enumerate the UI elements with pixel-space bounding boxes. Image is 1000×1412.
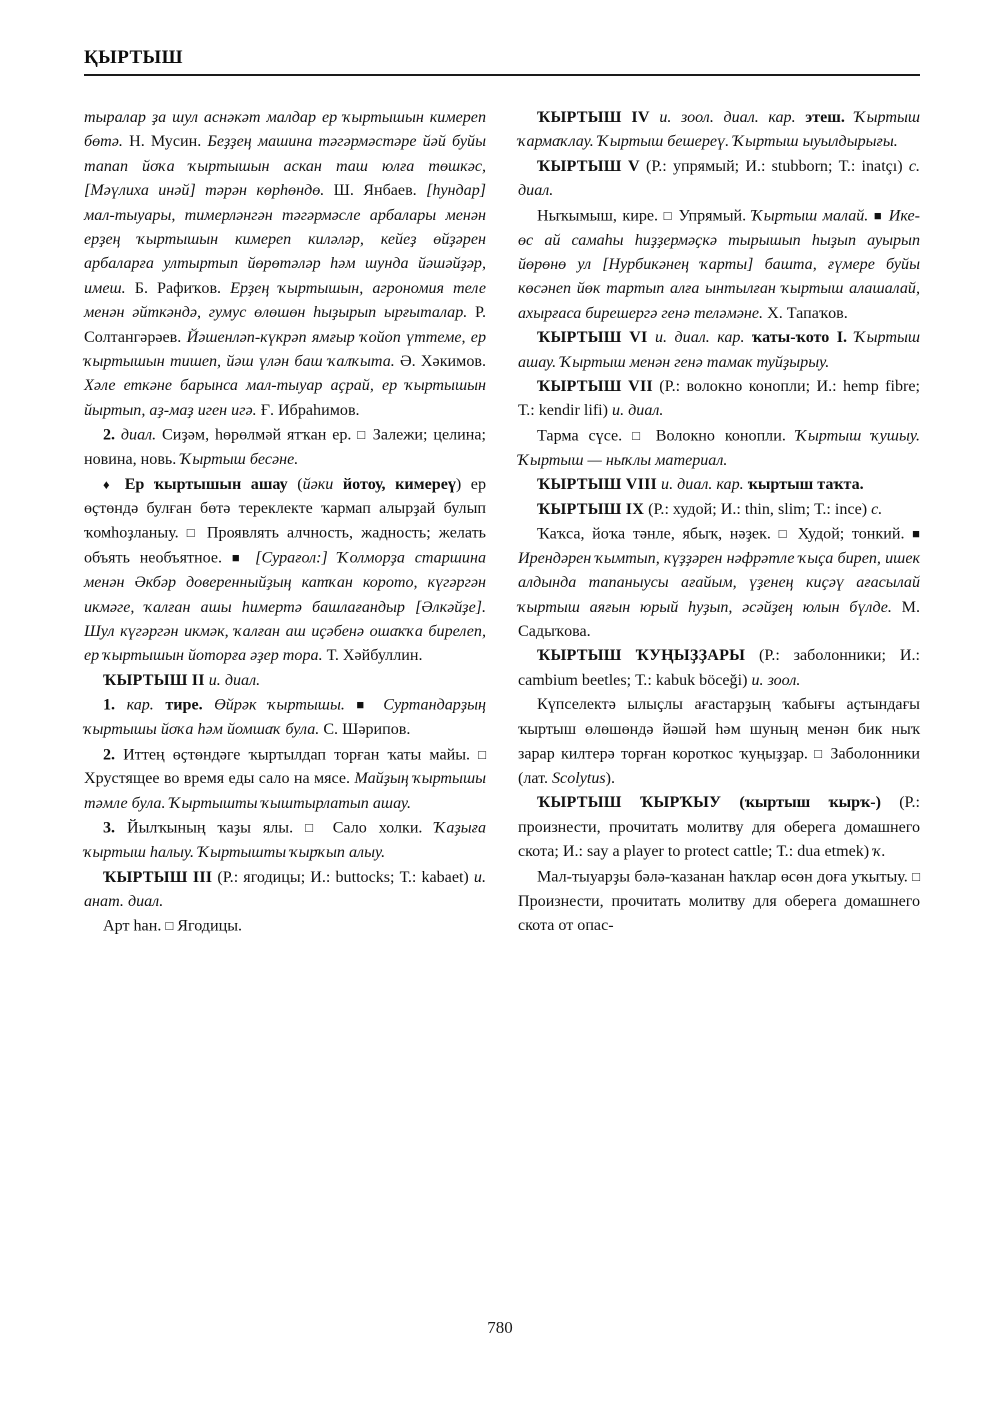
entry-text: Йәшенләп-күкрәп ямғыр ҡойоп үттеме, ер ҡыртышын тишеп, йәш үлән баш ҡалҡыта. <box>84 328 486 371</box>
entry-paragraph <box>518 375 920 424</box>
entry-text: и. диал. кар. <box>657 476 744 494</box>
entry-text: Произнести, прочитать молитву для оберега домашнего скота от опас- <box>518 892 920 934</box>
entry-paragraph <box>84 693 486 742</box>
entry-paragraph <box>84 106 486 423</box>
entry-text: Хрустящее во время еды сало на мясе. <box>84 770 355 788</box>
entry-paragraph <box>84 866 486 915</box>
entry-headword: ҠЫРТЫШ II <box>103 671 205 689</box>
entry-text: Беҙҙең машина тәгәрмәстәре йәй буйы тапап йоҡа ҡыртышын аскан таш юлға төшкәс, [Мәүлиха инәй] тәрән көрһөндө. <box>84 133 486 200</box>
entry-text: Проявлять алчность, жадность; желать объять необъятное. <box>84 524 486 567</box>
entry-text: Ҡыртыш бесәне. <box>180 451 299 469</box>
entry-text: Ҡаҡса, йоҡа тәнле, ябыҡ, нәҙек. <box>537 525 779 543</box>
entry-text: Волокно конопли. <box>645 427 796 445</box>
entry-text: (Р.: упрямый; И.: stubborn; Т.: inatçı) <box>639 157 909 175</box>
marker-symbol: ■ <box>356 697 372 713</box>
page-header <box>84 48 920 76</box>
entry-text: и. диал. <box>204 671 261 689</box>
entry-headword: ҠЫРТЫШ IV <box>537 109 650 126</box>
marker-symbol: □ <box>663 207 673 223</box>
marker-symbol: □ <box>912 868 920 884</box>
entry-text: и. диал. кар. <box>647 329 745 347</box>
entry-text: Йылҡының ҡаҙы ялы. <box>115 819 306 837</box>
entry-headword: ҠЫРТЫШ VIII <box>537 476 658 494</box>
entry-text: этеш. <box>795 109 845 126</box>
entry-paragraph <box>518 644 920 693</box>
entry-paragraph <box>518 204 920 327</box>
right-column <box>518 106 920 939</box>
marker-symbol: □ <box>357 427 367 443</box>
entry-paragraph <box>84 816 486 865</box>
entry-paragraph <box>84 743 486 817</box>
entry-text: Ҡыртыш ҡушыу. Ҡыртыш — ныҡлы материал. <box>518 427 921 469</box>
entry-text: Ҡыртыш ашау. Ҡыртыш менән генә тамак туйҙырыу. <box>518 329 920 371</box>
entry-text: с. <box>871 500 883 518</box>
entry-paragraph <box>518 473 920 497</box>
entry-text: йәки <box>302 475 334 493</box>
entry-text: Сало холки. <box>320 819 435 837</box>
marker-symbol: □ <box>814 746 825 762</box>
entry-text: Н. Мусин. <box>122 133 208 151</box>
entry-text: Тарма сүсе. <box>537 427 633 445</box>
marker-symbol: □ <box>165 918 174 934</box>
entry-paragraph <box>518 865 920 939</box>
header-rule <box>84 74 920 76</box>
entry-text: Ер ҡыртышын ашау <box>115 475 298 493</box>
entry-text: и. анат. диал. <box>84 868 486 910</box>
entry-text: [Сурағол:] Ҡолморҙа старшина менән Әкбәр доверенныйҙың катҡан корото, күгәргән икмәге, ҡалған ашы һимертә башлағандыр [Әлкәйҙе]. Шул күгәргән икмәк, ҡалған аш иҫәбенә ошаҡҡа бирелеп, ер ҡыртышын йоторға әҙер тора. <box>84 549 486 665</box>
entry-paragraph <box>518 155 920 204</box>
entry-headword: ҠЫРТЫШ III <box>103 868 213 886</box>
entry-paragraph <box>84 914 486 939</box>
entry-text: Б. Рафиҡов. <box>125 279 231 297</box>
marker-symbol: □ <box>186 525 199 541</box>
entry-text: тыралар ҙа шул аснәкәт малдар ер ҡыртышын кимереп бөтә. <box>84 109 486 151</box>
entry-headword: ҠЫРТЫШ VII <box>537 377 653 395</box>
entry-text: 2. <box>103 746 116 764</box>
marker-symbol: □ <box>778 525 791 541</box>
entry-paragraph <box>84 423 486 472</box>
entry-headword: ҠЫРТЫШ VI <box>537 329 648 347</box>
marker-symbol: ■ <box>912 525 920 541</box>
entry-paragraph <box>518 522 920 645</box>
entry-text: ҡаты-ҡото I. <box>744 329 848 347</box>
text-columns <box>84 106 920 939</box>
entry-text: Өйрәк ҡыртышы. <box>202 696 345 714</box>
marker-symbol: ■ <box>873 207 884 223</box>
entry-paragraph <box>518 106 920 155</box>
running-head: ҚЫРТЫШ <box>84 47 183 68</box>
entry-text: Күпселектә ылыҫлы ағастарҙың ҡабығы аҫтындағы ҡыртыш өлөшөндә йәшәй һәм шуның менән бик ныҡ зарар килтерә торған короткос ҡуңыҙҙар. <box>518 696 920 763</box>
entry-text: Х. Тапаҡов. <box>763 304 848 322</box>
entry-text: С. Шәрипов. <box>319 721 411 739</box>
entry-text: 3. <box>103 819 116 837</box>
entry-text: Арт һан. <box>103 917 166 935</box>
marker-symbol: ■ <box>231 550 246 566</box>
entry-text: ) ер өҫтөндә булған бөтә тереклекте ҡармап алырҙай булып ҡомһоҙланыу. <box>84 475 487 542</box>
entry-text: (Р.: ягодицы; И.: buttocks; Т.: kabaet) <box>212 868 474 886</box>
entry-text: (Р.: худой; И.: thin, slim; Т.: ince) <box>644 500 872 518</box>
entry-paragraph <box>518 693 920 791</box>
entry-text: (ҡыртыш ҡырҡ-) <box>721 794 881 812</box>
entry-text: Мал-тыуарҙы бәлә-ҡазанан һаҡлар өсөн доға уҡытыу. <box>537 868 913 886</box>
entry-headword: ҠЫРТЫШ ҠЫРҠЫУ <box>537 794 722 812</box>
entry-text: Ирендәрен ҡымтып, күҙҙәрен нәфрәтле ҡыҫа биреп, ишек алдында тапаныусы ағайым, үҙенең киҫәү ағасылай ҡыртыш аяғын юрый һуҙып, әсәйҙең юлын бүлде. <box>518 549 920 616</box>
marker-symbol: □ <box>305 820 321 836</box>
entry-text: и. зоол. <box>751 671 801 689</box>
entry-paragraph <box>84 669 486 693</box>
entry-text: Заболонники (лат. <box>518 745 921 787</box>
entry-text: Ҡыртыш малай. <box>751 207 869 225</box>
entry-text: Сиҙәм, һөрөлмәй ятҡан ер. <box>156 426 358 444</box>
entry-text <box>345 697 357 714</box>
entry-text: [һундар] мал-тыуары, тимерләнгән тәгәрмәсле арбалары менән ерҙең ҡыртышын кимереп киләләр, кейеҙ өйҙәрен арбаларға ултыртып йөрөтәләр һәм шунда йәшәйҙәр, имеш. <box>84 182 486 297</box>
entry-text: (Р.: волокно конопли; И.: hemp fibre; Т.: kendir lifi) <box>518 377 920 420</box>
entry-text: Худой; тонкий. <box>790 525 913 543</box>
entry-headword: ҠЫРТЫШ ҠУҢЫҘҘАРЫ <box>537 647 746 665</box>
entry-text: Ягодицы. <box>173 917 243 935</box>
entry-text: диал. <box>115 426 157 444</box>
entry-headword: ҠЫРТЫШ IX <box>537 500 645 518</box>
entry-text: Упрямый. <box>672 207 752 225</box>
marker-symbol: □ <box>632 427 646 443</box>
entry-text: тире. <box>153 696 203 714</box>
entry-text: с. диал. <box>518 157 921 200</box>
entry-text: ҡыртыш таҡта. <box>743 476 864 494</box>
entry-text: кар. <box>115 696 154 714</box>
entry-text: и. диал. <box>612 402 664 420</box>
entry-text: Ҡыртыш ҡармаҡлау. Ҡыртыш бешереү. Ҡыртыш ыуылдырығы. <box>518 109 920 151</box>
entry-text: Залежи; целина; новина, новь. <box>84 426 486 469</box>
entry-headword: ҠЫРТЫШ V <box>537 157 640 175</box>
entry-text: Ныҡымыш, кире. <box>537 207 664 225</box>
entry-text: йотоу, кимереү <box>333 475 456 493</box>
marker-symbol: ♦ <box>103 476 116 492</box>
entry-text: Ҡаҙыға ҡыртыш һалыу. Ҡыртышты ҡырҡып алыу. <box>84 819 486 862</box>
entry-text: Scolytus <box>552 769 606 787</box>
left-column <box>84 106 486 939</box>
entry-paragraph <box>518 791 920 864</box>
entry-text: и. зоол. диал. кар. <box>649 109 796 126</box>
entry-paragraph <box>518 424 920 473</box>
entry-text: Хәле еткәне барынса мал-тыуар аҫрай, ер ҡыртышын йыртып, аҙ-маҙ иген игә. <box>84 377 486 419</box>
entry-text: Р. Солтангәрәев. <box>84 304 486 346</box>
entry-paragraph <box>518 326 920 375</box>
entry-text: Ике-өс ай самаһы һиҙҙермәҫкә тырышып һыҙып ауырып йөрөнө ул [Нурбикәнең ҡарты] башта, ғүмере буйы көсәнеп йөк тартып алға ынтылған ҡыртыш алашалай, ахырғаса бирешергә генә теләмәне. <box>518 207 920 322</box>
entry-text: 1. <box>103 696 116 714</box>
entry-text: (Р.: заболонники; И.: cambium beetles; Т.: kabuk böceği) <box>518 647 920 689</box>
entry-text: ). <box>605 769 616 787</box>
entry-text: (Р.: произнести, прочитать молитву для оберега домашнего скота; И.: say a player to protect cattle; Т.: dua etmek) <box>518 794 920 861</box>
page-number: 780 <box>487 1318 513 1337</box>
entry-text: Ш. Янбаев. <box>324 182 427 200</box>
entry-text: ( <box>297 475 303 493</box>
marker-symbol: □ <box>478 746 486 762</box>
entry-text: Ерҙең ҡыртышын, агрономия теле менән әйткәндә, гумус өлөшөн һыҙырып ырғыталар. <box>84 279 486 322</box>
entry-paragraph <box>84 473 486 669</box>
entry-text: ҡ. <box>873 843 886 861</box>
entry-text: Суртандарҙың ҡыртышы йоҡа һәм йомшаҡ була. <box>84 696 486 739</box>
entry-text: Т. Хәйбуллин. <box>322 647 423 665</box>
entry-paragraph <box>518 498 920 522</box>
entry-text: Ә. Хәкимов. <box>394 353 486 371</box>
entry-text: Ғ. Ибраһимов. <box>256 401 360 419</box>
entry-text: Майҙың ҡыртышы тәмле була. Ҡыртышты ҡыштырлатып ашау. <box>84 770 487 812</box>
entry-text: 2. <box>103 426 116 444</box>
entry-text: М. Садыҡова. <box>518 598 920 641</box>
entry-text: Иттең өҫтөндәге ҡыртылдап торған ҡаты майы. <box>115 746 479 764</box>
